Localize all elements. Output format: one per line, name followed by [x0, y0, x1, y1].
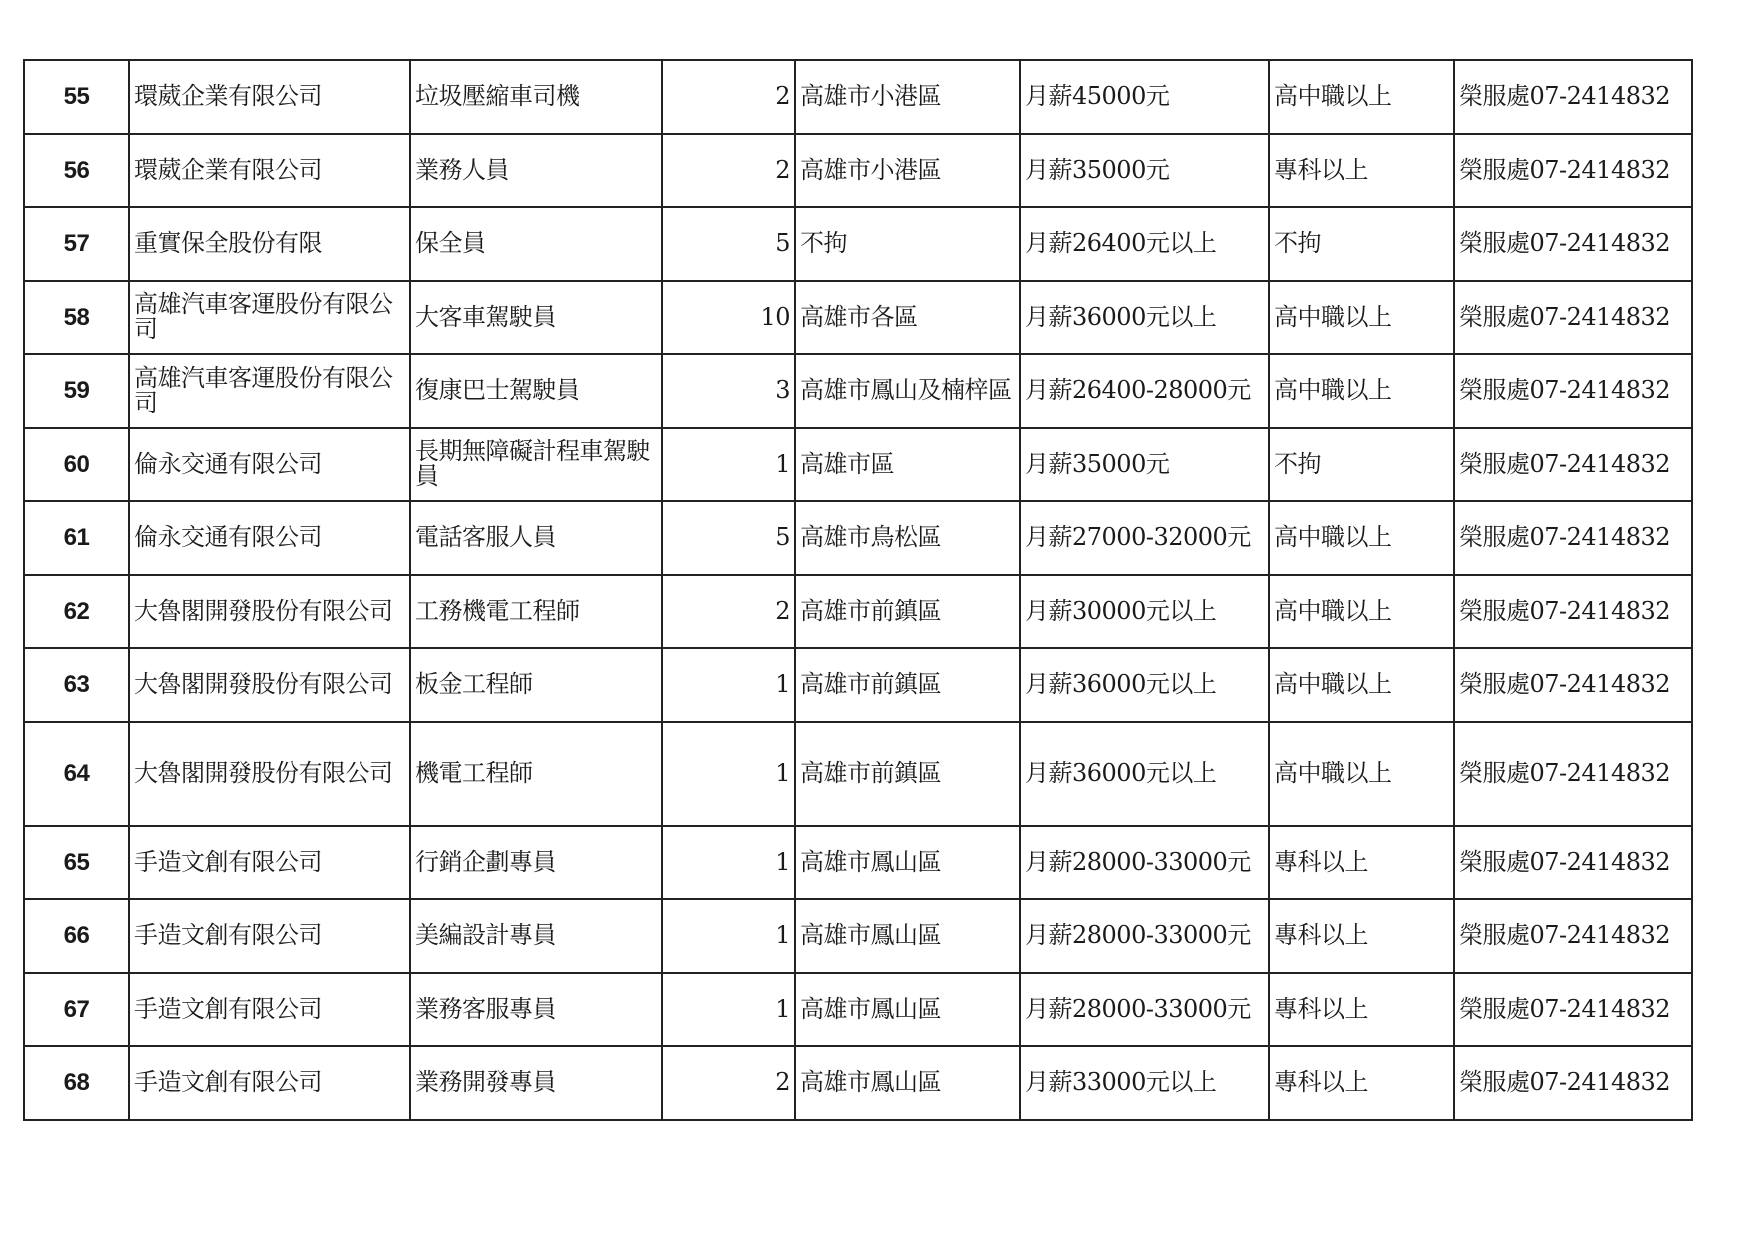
salary: 月薪36000元以上	[1020, 281, 1269, 355]
row-number: 67	[24, 973, 129, 1047]
table-row	[24, 899, 1692, 973]
education-requirement: 高中職以上	[1269, 575, 1454, 649]
openings-count: 1	[662, 722, 795, 826]
row-number: 60	[24, 428, 129, 502]
job-title: 電話客服人員	[410, 501, 662, 575]
row-number: 63	[24, 648, 129, 722]
company-name: 大魯閣開發股份有限公司	[129, 575, 410, 649]
job-title: 機電工程師	[410, 722, 662, 826]
contact: 榮服處07-2414832	[1454, 134, 1692, 208]
job-title: 業務人員	[410, 134, 662, 208]
company-name: 環葳企業有限公司	[129, 60, 410, 134]
work-location: 高雄市前鎮區	[795, 648, 1020, 722]
table-row	[24, 575, 1692, 649]
salary: 月薪28000-33000元	[1020, 899, 1269, 973]
job-title: 長期無障礙計程車駕駛員	[410, 428, 662, 502]
job-title: 板金工程師	[410, 648, 662, 722]
job-listing-sheet	[23, 59, 1691, 1121]
company-name: 大魯閣開發股份有限公司	[129, 648, 410, 722]
contact: 榮服處07-2414832	[1454, 722, 1692, 826]
row-number: 61	[24, 501, 129, 575]
education-requirement: 專科以上	[1269, 826, 1454, 900]
contact: 榮服處07-2414832	[1454, 826, 1692, 900]
company-name: 大魯閣開發股份有限公司	[129, 722, 410, 826]
work-location: 高雄市鳳山區	[795, 1046, 1020, 1120]
contact: 榮服處07-2414832	[1454, 1046, 1692, 1120]
work-location: 高雄市鳳山區	[795, 826, 1020, 900]
contact: 榮服處07-2414832	[1454, 501, 1692, 575]
salary: 月薪33000元以上	[1020, 1046, 1269, 1120]
table-row	[24, 648, 1692, 722]
salary: 月薪26400-28000元	[1020, 354, 1269, 428]
table-row	[24, 354, 1692, 428]
job-listing-table	[23, 59, 1693, 1121]
row-number: 62	[24, 575, 129, 649]
education-requirement: 專科以上	[1269, 1046, 1454, 1120]
education-requirement: 高中職以上	[1269, 281, 1454, 355]
contact: 榮服處07-2414832	[1454, 207, 1692, 281]
contact: 榮服處07-2414832	[1454, 648, 1692, 722]
job-title: 業務客服專員	[410, 973, 662, 1047]
table-row	[24, 60, 1692, 134]
salary: 月薪26400元以上	[1020, 207, 1269, 281]
openings-count: 5	[662, 501, 795, 575]
row-number: 64	[24, 722, 129, 826]
company-name: 手造文創有限公司	[129, 1046, 410, 1120]
contact: 榮服處07-2414832	[1454, 428, 1692, 502]
company-name: 高雄汽車客運股份有限公司	[129, 281, 410, 355]
openings-count: 2	[662, 60, 795, 134]
salary: 月薪28000-33000元	[1020, 826, 1269, 900]
job-title: 垃圾壓縮車司機	[410, 60, 662, 134]
company-name: 高雄汽車客運股份有限公司	[129, 354, 410, 428]
salary: 月薪35000元	[1020, 428, 1269, 502]
education-requirement: 高中職以上	[1269, 648, 1454, 722]
education-requirement: 不拘	[1269, 428, 1454, 502]
openings-count: 2	[662, 134, 795, 208]
company-name: 環葳企業有限公司	[129, 134, 410, 208]
work-location: 高雄市鳳山區	[795, 973, 1020, 1047]
work-location: 不拘	[795, 207, 1020, 281]
table-row	[24, 428, 1692, 502]
openings-count: 1	[662, 428, 795, 502]
education-requirement: 高中職以上	[1269, 501, 1454, 575]
table-row	[24, 207, 1692, 281]
education-requirement: 專科以上	[1269, 899, 1454, 973]
row-number: 56	[24, 134, 129, 208]
row-number: 55	[24, 60, 129, 134]
salary: 月薪35000元	[1020, 134, 1269, 208]
openings-count: 3	[662, 354, 795, 428]
openings-count: 1	[662, 648, 795, 722]
table-row	[24, 1046, 1692, 1120]
work-location: 高雄市鳳山及楠梓區	[795, 354, 1020, 428]
contact: 榮服處07-2414832	[1454, 575, 1692, 649]
job-title: 大客車駕駛員	[410, 281, 662, 355]
contact: 榮服處07-2414832	[1454, 60, 1692, 134]
contact: 榮服處07-2414832	[1454, 899, 1692, 973]
openings-count: 2	[662, 575, 795, 649]
row-number: 58	[24, 281, 129, 355]
openings-count: 5	[662, 207, 795, 281]
contact: 榮服處07-2414832	[1454, 281, 1692, 355]
work-location: 高雄市鳥松區	[795, 501, 1020, 575]
table-row	[24, 501, 1692, 575]
company-name: 手造文創有限公司	[129, 973, 410, 1047]
table-row	[24, 826, 1692, 900]
work-location: 高雄市鳳山區	[795, 899, 1020, 973]
job-title: 復康巴士駕駛員	[410, 354, 662, 428]
row-number: 66	[24, 899, 129, 973]
salary: 月薪45000元	[1020, 60, 1269, 134]
company-name: 重實保全股份有限	[129, 207, 410, 281]
salary: 月薪30000元以上	[1020, 575, 1269, 649]
company-name: 倫永交通有限公司	[129, 428, 410, 502]
contact: 榮服處07-2414832	[1454, 973, 1692, 1047]
table-row	[24, 134, 1692, 208]
salary: 月薪28000-33000元	[1020, 973, 1269, 1047]
job-title: 美編設計專員	[410, 899, 662, 973]
openings-count: 10	[662, 281, 795, 355]
row-number: 57	[24, 207, 129, 281]
salary: 月薪36000元以上	[1020, 648, 1269, 722]
company-name: 手造文創有限公司	[129, 899, 410, 973]
work-location: 高雄市小港區	[795, 60, 1020, 134]
row-number: 68	[24, 1046, 129, 1120]
job-title: 工務機電工程師	[410, 575, 662, 649]
work-location: 高雄市前鎮區	[795, 722, 1020, 826]
education-requirement: 不拘	[1269, 207, 1454, 281]
work-location: 高雄市區	[795, 428, 1020, 502]
row-number: 65	[24, 826, 129, 900]
openings-count: 1	[662, 899, 795, 973]
job-title: 業務開發專員	[410, 1046, 662, 1120]
work-location: 高雄市各區	[795, 281, 1020, 355]
row-number: 59	[24, 354, 129, 428]
education-requirement: 專科以上	[1269, 973, 1454, 1047]
company-name: 倫永交通有限公司	[129, 501, 410, 575]
salary: 月薪27000-32000元	[1020, 501, 1269, 575]
salary: 月薪36000元以上	[1020, 722, 1269, 826]
table-row	[24, 973, 1692, 1047]
company-name: 手造文創有限公司	[129, 826, 410, 900]
education-requirement: 高中職以上	[1269, 722, 1454, 826]
education-requirement: 高中職以上	[1269, 354, 1454, 428]
work-location: 高雄市前鎮區	[795, 575, 1020, 649]
openings-count: 1	[662, 826, 795, 900]
table-row	[24, 722, 1692, 826]
contact: 榮服處07-2414832	[1454, 354, 1692, 428]
job-title: 保全員	[410, 207, 662, 281]
work-location: 高雄市小港區	[795, 134, 1020, 208]
openings-count: 1	[662, 973, 795, 1047]
table-row	[24, 281, 1692, 355]
education-requirement: 高中職以上	[1269, 60, 1454, 134]
education-requirement: 專科以上	[1269, 134, 1454, 208]
job-title: 行銷企劃專員	[410, 826, 662, 900]
openings-count: 2	[662, 1046, 795, 1120]
